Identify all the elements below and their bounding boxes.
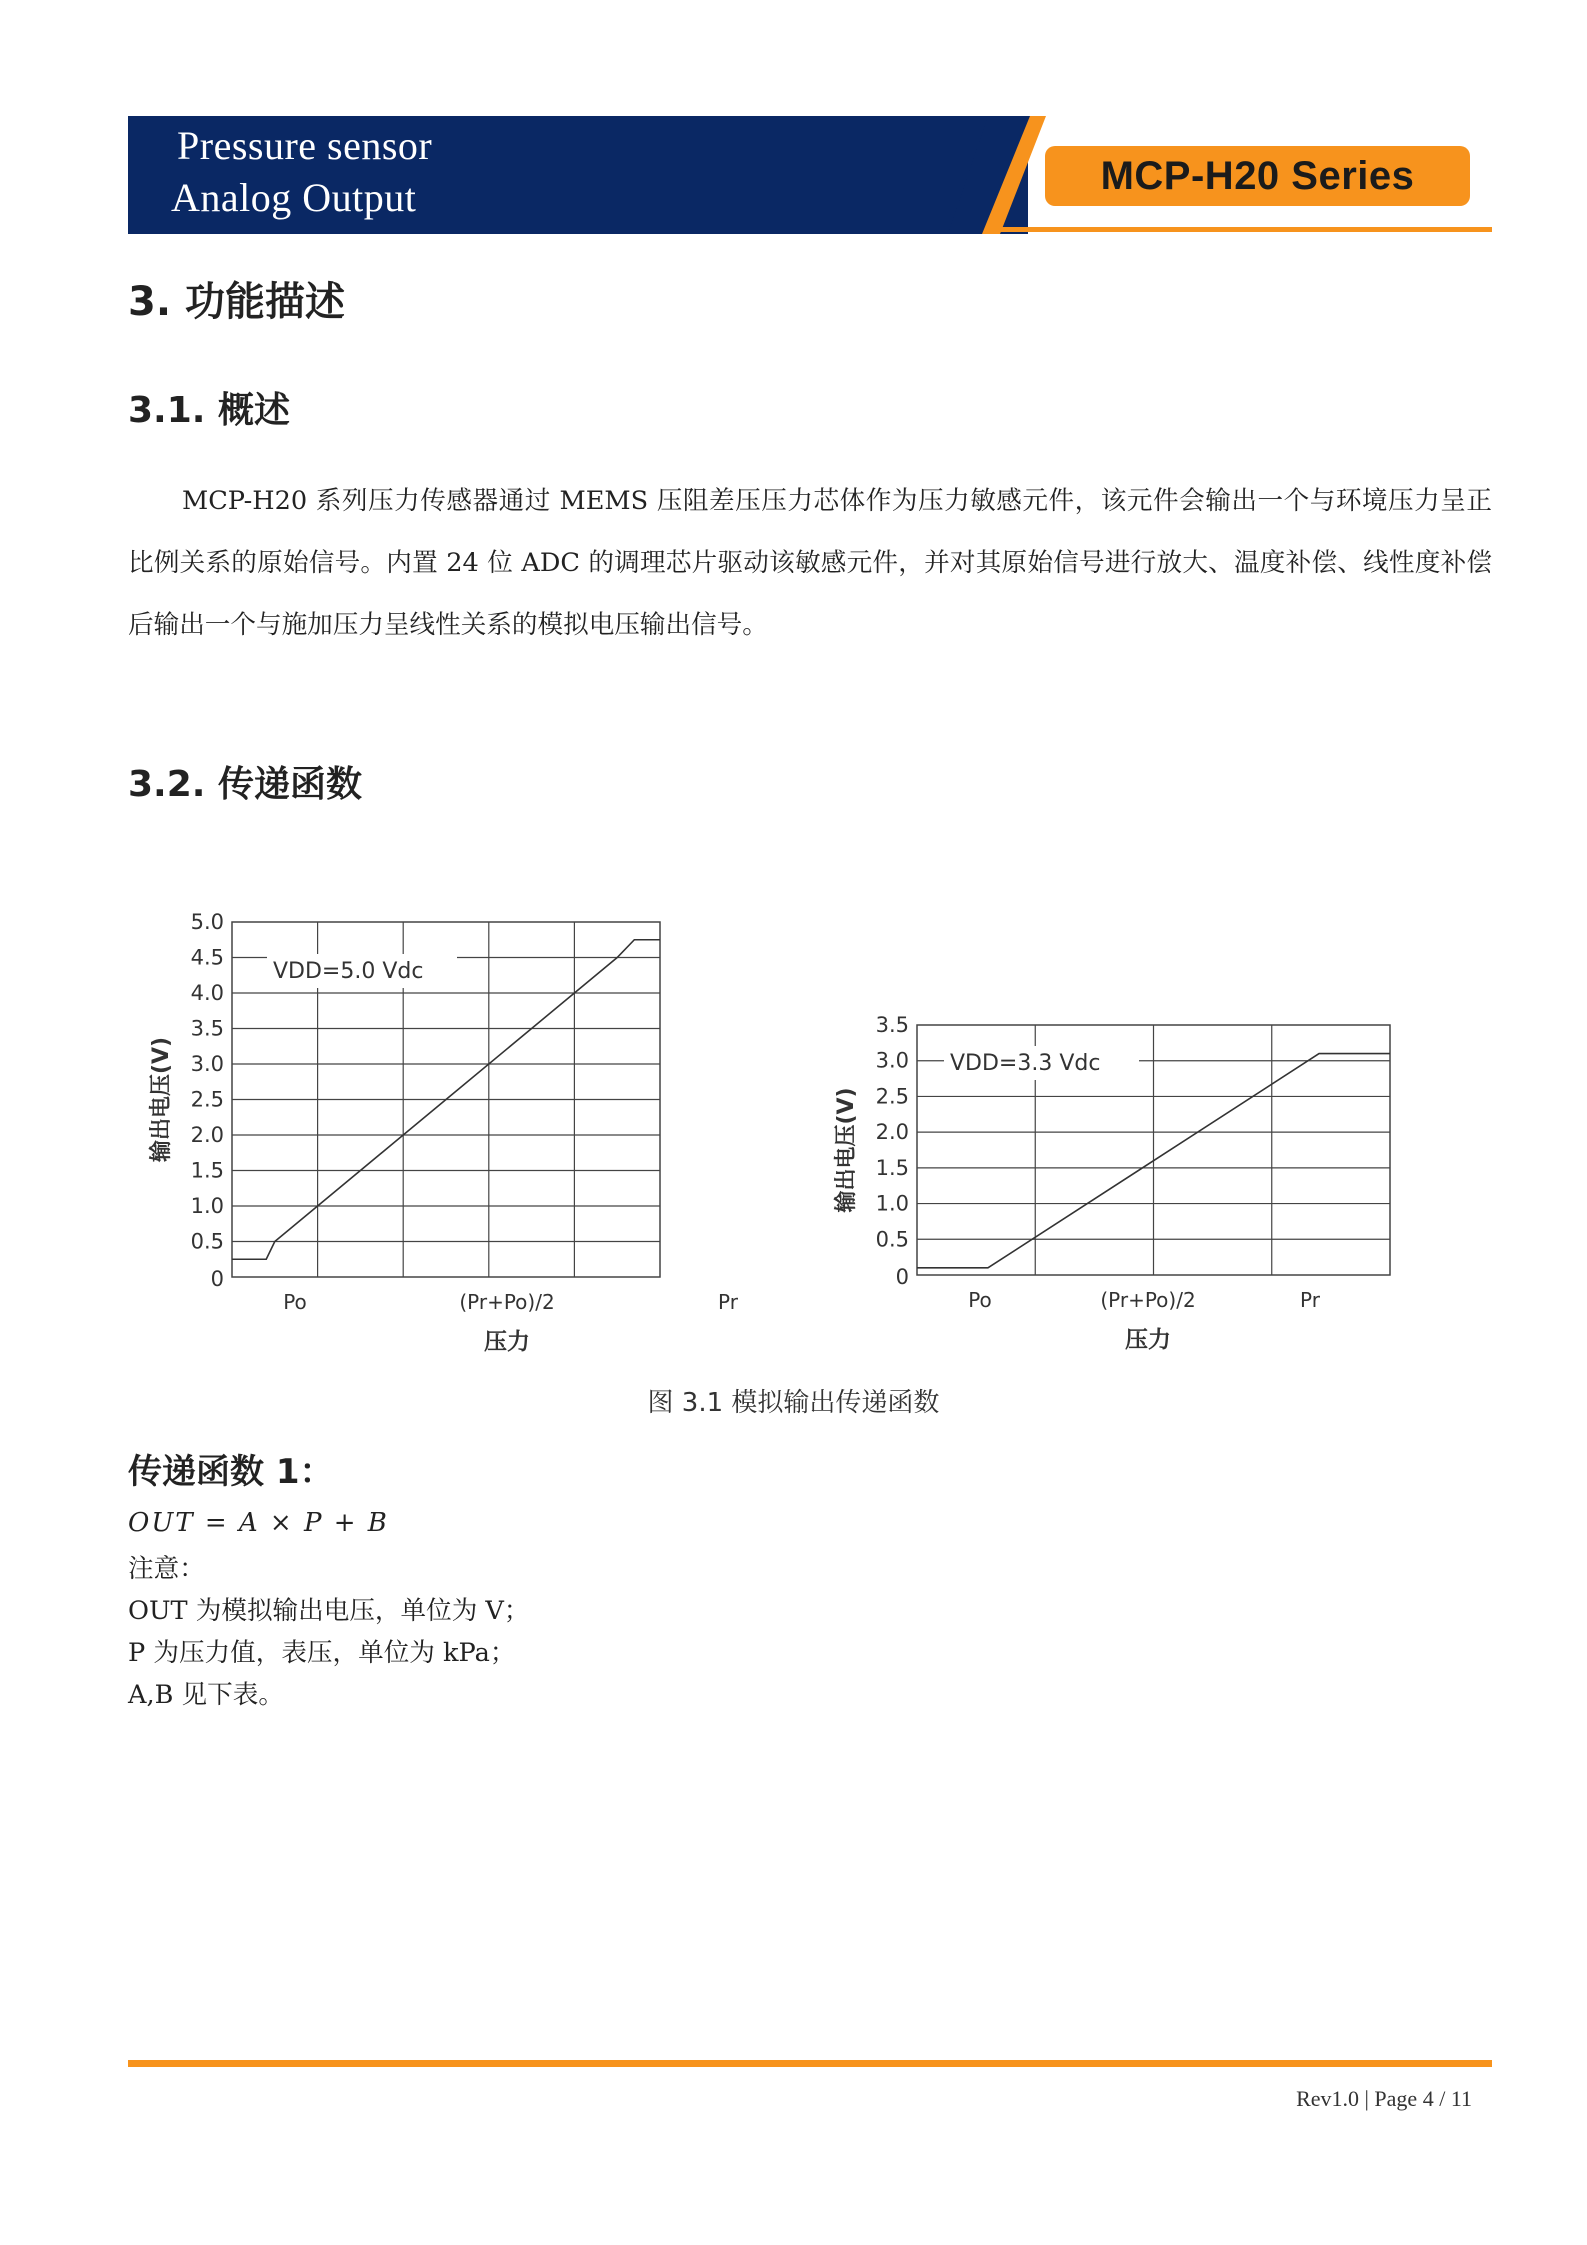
y-tick-label: 0 [895,1265,909,1289]
x-tick-label: (Pr+Po)/2 [459,1290,555,1314]
note-line: OUT 为模拟输出电压，单位为 V； [128,1596,530,1626]
y-tick-label: 0.5 [875,1227,909,1252]
transfer-title: 3.2. 传递函数 [128,764,362,805]
note-line: A,B 见下表。 [128,1680,284,1710]
y-tick-label: 4.5 [190,945,224,970]
chart-svg-5v [140,900,820,1370]
y-tick-label: 3.0 [190,1052,224,1076]
transfer-formula: OUT = A × P + B [128,1508,389,1538]
x-axis-label: 压力 [1125,1327,1171,1353]
y-tick-label: 3.0 [875,1048,909,1073]
y-tick-label: 2.0 [875,1120,909,1145]
header-title-line1: Pressure sensor [177,123,433,168]
y-tick-label: 1.0 [875,1191,909,1216]
y-axis-label: 输出电压(V) [834,1087,859,1213]
y-axis-label: 输出电压(V) [149,1036,174,1163]
y-tick-label: 1.5 [190,1158,224,1183]
x-tick-label: Pr [718,1290,738,1314]
chart-svg-3v3 [825,1000,1415,1370]
figure-caption: 图 3.1 模拟输出传递函数 [647,1388,940,1418]
chart-vdd-3v3 [825,1000,1415,1374]
y-tick-label: 2.5 [190,1087,224,1112]
vdd-annotation: VDD=3.3 Vdc [950,1051,1101,1076]
vdd-annotation: VDD=5.0 Vdc [273,959,424,984]
overview-paragraph: MCP-H20 系列压力传感器通过 MEMS 压阻差压压力芯体作为压力敏感元件，该元件会输出一个与环境压力呈正比例关系的原始信号。内置 24 位 ADC 的调理芯片驱动该敏感元件，并对其原始信号进行放大、温度补偿、线性度补偿后输出一个与施加压力呈线性关系的模拟电压输出信号。 [128,486,1492,640]
y-tick-label: 5.0 [190,910,224,934]
section-title: 3. 功能描述 [128,279,345,325]
y-tick-label: 1.0 [190,1194,224,1218]
note-line: P 为压力值，表压，单位为 kPa； [128,1638,516,1668]
header-title-line2: Analog Output [171,175,417,220]
x-tick-label: (Pr+Po)/2 [1100,1288,1196,1312]
y-tick-label: 3.5 [875,1013,909,1037]
overview-title: 3.1. 概述 [128,390,290,431]
y-tick-label: 3.5 [190,1016,224,1041]
y-tick-label: 0.5 [190,1229,224,1254]
y-tick-label: 1.5 [875,1155,909,1180]
transfer-function-title: 传递函数 1： [128,1452,334,1492]
x-tick-label: Pr [1300,1288,1320,1312]
chart-vdd-5v [140,900,820,1374]
y-tick-label: 2.0 [190,1123,224,1147]
page-footer: Rev1.0 | Page 4 / 11 [1296,2086,1472,2111]
y-tick-label: 4.0 [190,981,224,1005]
y-tick-label: 2.5 [875,1084,909,1109]
footer-rule [128,2060,1492,2067]
y-tick-label: 0 [210,1267,224,1291]
series-badge: MCP-H20 Series [1045,146,1470,206]
x-axis-label: 压力 [484,1329,530,1355]
x-tick-label: Po [968,1288,992,1312]
formula-notes [128,1548,530,1716]
page-header [128,116,1492,234]
x-tick-label: Po [283,1290,307,1314]
note-line: 注意： [128,1554,205,1584]
